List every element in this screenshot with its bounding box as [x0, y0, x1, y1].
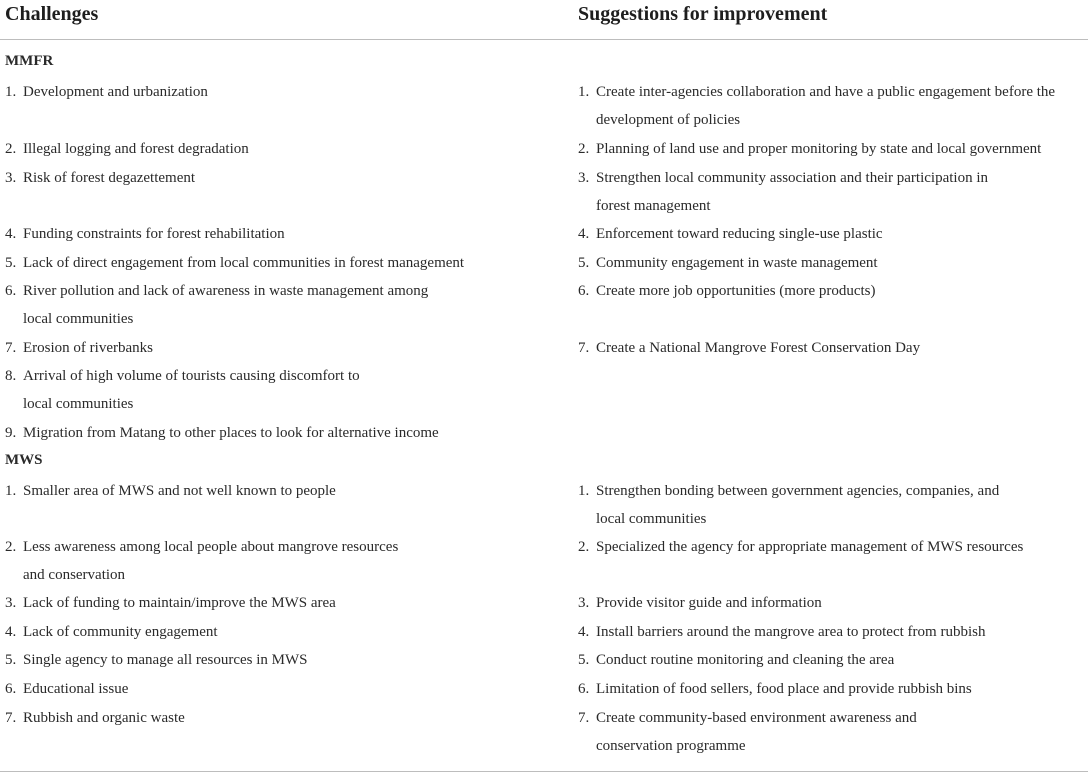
item-number: 5.: [578, 255, 590, 271]
item-number: 4.: [5, 624, 17, 640]
item-text-line: forest management: [596, 198, 711, 214]
item-text-line: Funding constraints for forest rehabilitation: [23, 226, 285, 242]
item-number: 2.: [578, 141, 590, 157]
item-text-line: Strengthen local community association and their participation in: [596, 170, 988, 186]
item-text-line: Conduct routine monitoring and cleaning the area: [596, 652, 895, 668]
item-number: 6.: [578, 283, 590, 299]
item-text: [23, 477, 336, 505]
item-text: [596, 164, 988, 220]
item-text: [596, 477, 999, 533]
item-text: [23, 533, 398, 589]
item-number: 8.: [5, 368, 17, 384]
item-number: 6.: [5, 283, 17, 299]
item-text: [23, 646, 308, 674]
item-text: [23, 220, 285, 248]
item-text-line: Migration from Matang to other places to look for alternative income: [23, 425, 439, 441]
item-text-line: Erosion of riverbanks: [23, 340, 153, 356]
section-label: MMFR: [5, 53, 54, 69]
item-number: 1.: [578, 483, 590, 499]
item-text: [23, 675, 128, 703]
item-text-line: Lack of community engagement: [23, 624, 218, 640]
item-text: [23, 277, 428, 333]
item-text-line: Create more job opportunities (more products): [596, 283, 876, 299]
item-text-line: Less awareness among local people about mangrove resources: [23, 539, 399, 555]
item-number: 3.: [578, 170, 590, 186]
item-text: [596, 704, 917, 760]
item-text-line: Community engagement in waste management: [596, 255, 878, 271]
item-text: [23, 249, 464, 277]
item-number: 5.: [5, 255, 17, 271]
section-label: MWS: [5, 452, 43, 468]
item-number: 7.: [578, 710, 590, 726]
item-number: 9.: [5, 425, 17, 441]
item-text-line: Create a National Mangrove Forest Conservation Day: [596, 340, 921, 356]
item-number: 4.: [578, 624, 590, 640]
item-text: [23, 78, 208, 106]
item-text: [23, 164, 195, 192]
item-text-line: Lack of funding to maintain/improve the MWS area: [23, 595, 336, 611]
item-text-line: Lack of direct engagement from local communities in forest management: [23, 255, 465, 271]
item-text: [596, 135, 1041, 163]
item-text-line: development of policies: [596, 112, 741, 128]
item-text: [23, 135, 249, 163]
item-text-line: local communities: [23, 311, 134, 327]
item-text-line: Single agency to manage all resources in MWS: [23, 652, 308, 668]
header-suggestions: Suggestions for improvement: [578, 3, 828, 25]
item-text: [596, 334, 920, 362]
item-text-line: local communities: [596, 511, 707, 527]
item-number: 2.: [5, 539, 17, 555]
table-header: [0, 0, 1091, 40]
item-text-line: River pollution and lack of awareness in waste management among: [23, 283, 429, 299]
item-text: [23, 362, 360, 418]
item-text: [596, 78, 1055, 134]
item-text-line: Limitation of food sellers, food place and provide rubbish bins: [596, 681, 972, 697]
item-text: [23, 618, 218, 646]
item-text-line: Arrival of high volume of tourists causing discomfort to: [23, 368, 360, 384]
item-number: 6.: [578, 681, 590, 697]
item-text: [596, 220, 883, 248]
item-number: 7.: [5, 710, 17, 726]
item-text: [596, 533, 1023, 561]
item-text-line: Create inter-agencies collaboration and have a public engagement before the: [596, 84, 1056, 100]
item-text-line: Specialized the agency for appropriate management of MWS resources: [596, 539, 1024, 555]
item-text-line: Development and urbanization: [23, 84, 208, 100]
item-number: 3.: [578, 595, 590, 611]
item-text-line: Illegal logging and forest degradation: [23, 141, 249, 157]
item-number: 2.: [5, 141, 17, 157]
item-text-line: Rubbish and organic waste: [23, 710, 185, 726]
item-number: 4.: [578, 226, 590, 242]
item-number: 1.: [5, 483, 17, 499]
item-number: 3.: [5, 170, 17, 186]
item-text-line: Install barriers around the mangrove area to protect from rubbish: [596, 624, 986, 640]
item-text: [596, 675, 972, 703]
item-text-line: local communities: [23, 396, 134, 412]
item-text-line: and conservation: [23, 567, 126, 583]
item-text-line: Provide visitor guide and information: [596, 595, 822, 611]
item-text-line: Risk of forest degazettement: [23, 170, 196, 186]
item-text-line: Create community-based environment awareness and: [596, 710, 917, 726]
item-number: 5.: [578, 652, 590, 668]
item-number: 1.: [578, 84, 590, 100]
item-number: 1.: [5, 84, 17, 100]
item-number: 5.: [5, 652, 17, 668]
item-number: 6.: [5, 681, 17, 697]
item-text: [596, 249, 878, 277]
item-number: 7.: [578, 340, 590, 356]
item-text-line: Strengthen bonding between government agencies, companies, and: [596, 483, 1000, 499]
header-challenges: Challenges: [5, 3, 99, 25]
item-text-line: Educational issue: [23, 681, 129, 697]
item-text: [23, 589, 336, 617]
item-text: [596, 618, 985, 646]
item-number: 7.: [5, 340, 17, 356]
bottom-divider: [0, 771, 1088, 772]
item-text-line: Smaller area of MWS and not well known to people: [23, 483, 336, 499]
item-text: [596, 646, 894, 674]
item-number: 4.: [5, 226, 17, 242]
item-text: [596, 589, 822, 617]
item-text-line: Enforcement toward reducing single-use plastic: [596, 226, 883, 242]
item-text: [23, 704, 185, 732]
item-text-line: Planning of land use and proper monitoring by state and local government: [596, 141, 1042, 157]
item-text: [23, 334, 153, 362]
item-text: [23, 419, 439, 447]
item-number: 2.: [578, 539, 590, 555]
item-text: [596, 277, 876, 305]
item-text-line: conservation programme: [596, 738, 746, 754]
header-divider: [0, 39, 1088, 40]
item-number: 3.: [5, 595, 17, 611]
